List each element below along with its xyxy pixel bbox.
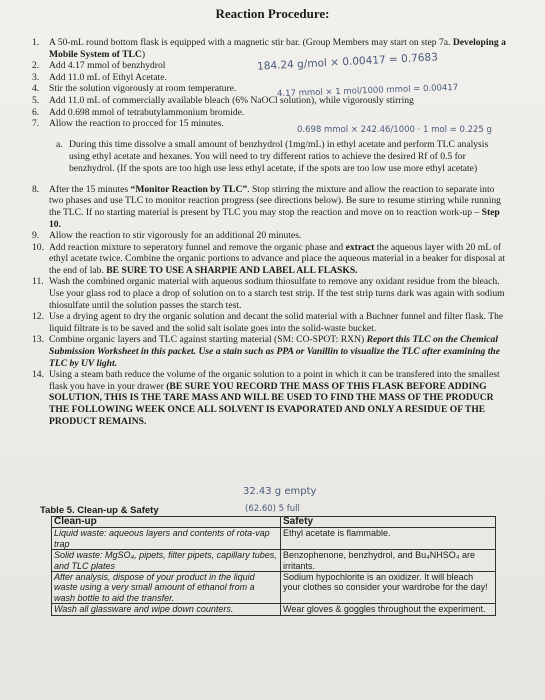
table-row — [52, 604, 496, 615]
step-bold: (BE SURE YOU RECORD THE MASS OF THIS FLASK BEFORE ADDING SOLUTION, THIS IS THE TARE MASS AND WILL BE USED TO FIND THE MASS OF THE PRODUCR THE FOLLOWING WEEK ONCE ALL SOLVENT IS EVAPORATED AND ONLY A RESIDUE OF THE PRODUCT REMAINS. — [49, 380, 494, 427]
step-text: Allow the reaction to stir vigorously for an additional 20 minutes. — [49, 230, 302, 242]
step-7a — [16, 139, 508, 174]
cleanup-cell: After analysis, dispose of your product in the liquid waste using a very small amount of ethanol from a wash bottle to aid the transfer. — [52, 572, 281, 604]
table-row — [52, 550, 496, 572]
step-8 — [16, 184, 508, 230]
step-text: After the 15 minutes — [49, 183, 131, 195]
step-text: Combine organic layers and TLC against starting material (SM: CO-SPOT: RXN) — [49, 334, 367, 346]
table-row — [52, 572, 496, 604]
table-row — [52, 528, 496, 550]
step-bold: Developing a Mobile System of TLC — [49, 37, 506, 60]
step-text: Wash the combined organic material with aqueous sodium thiosulfate to remove any oxidant residue from the bleach. Use your glass rod to place a drop of solution on to a starch test strip. If the test strip turns dark was again with sodium thiosulfate until the solution passes the starch test. — [49, 276, 505, 311]
step-3 — [16, 72, 508, 84]
step-11 — [16, 276, 508, 311]
cleanup-cell: Wash all glassware and wipe down counters. — [52, 604, 281, 615]
step-number: 9. — [32, 230, 40, 242]
step-number: a. — [56, 139, 63, 151]
step-text: Use a drying agent to dry the organic solution and decant the solid material with a Buchner funnel and filter flask. The liquid filtrate is to be saved and the solid salt isolate goes into the solid-waste bucket. — [49, 311, 504, 334]
page-title: Reaction Procedure: — [215, 6, 330, 21]
step-text: Add 11.0 mL of commercially available bleach (6% NaOCl solution), while vigorously stirring — [49, 94, 414, 106]
step-text: Add reaction mixture to seperatory funnel and remove the organic phase and — [49, 241, 346, 253]
step-text: ) — [141, 48, 146, 60]
step-number: 1. — [32, 37, 40, 48]
handwritten-note-moles: 4.17 mmol × 1 mol/1000 mmol = 0.00417 — [276, 82, 459, 100]
step-12 — [16, 311, 508, 334]
handwritten-note-mass: 184.24 g/mol × 0.00417 = 0.7683 — [256, 51, 439, 73]
safety-cell: Benzophenone, benzhydrol, and Bu₄NHSO₄ are irritants. — [281, 550, 496, 572]
step-bold: extract — [345, 241, 375, 253]
step-text: Stir the solution vigorously at room temperature. — [49, 83, 237, 95]
step-number: 14. — [32, 369, 44, 381]
step-6 — [16, 107, 508, 119]
procedure-steps — [16, 37, 508, 427]
step-number: 11. — [32, 276, 44, 288]
step-text: A 50-mL round bottom flask is equipped with a magnetic stir bar. (Group Members may start on step 7a. — [49, 37, 453, 48]
handwritten-note-full-flask: (62.60) 5 full — [245, 504, 300, 514]
step-text: the aqueous layer with 20 mL of ethyl acetate twice. Combine the organic portions to advance and place the aqueous material in a beaker for disposal at the end of lab. — [49, 241, 505, 276]
step-text: Add 0.698 mmol of tetrabutylammonium bromide. — [49, 106, 245, 118]
step-bold: BE SURE TO USE A SHARPIE AND LABEL ALL FLASKS. — [106, 264, 358, 276]
step-number: 5. — [32, 94, 40, 106]
step-number: 8. — [32, 183, 40, 195]
cleanup-safety-table — [51, 516, 496, 616]
step-9 — [16, 230, 508, 242]
safety-cell: Wear gloves & goggles throughout the experiment. — [281, 604, 496, 615]
step-bold-italic: Report this TLC on the Chemical Submission Worksheet in this packet. Use a stain such as PPA or Vanillin to visualize the TLC after examining the TLC by UV light. — [49, 334, 500, 369]
step-text: During this time dissolve a small amount of benzhydrol (1mg/mL) in ethyl acetate and perform TLC analysis using ethyl acetate and hexanes. You will need to try different ratios to achieve the desired Rf of 0.5 for benzhydrol. (If the spots are too high use less ethyl acetate, if the spots are too low use more ethyl acetate) — [69, 139, 489, 174]
step-14 — [16, 369, 508, 427]
column-header-safety: Safety — [281, 517, 496, 528]
handwritten-note-empty-flask: 32.43 g empty — [243, 486, 317, 497]
step-text: Add 4.17 mmol of benzhydrol — [49, 60, 166, 72]
handwritten-note-tbab: 0.698 mmol × 242.46/1000 · 1 mol = 0.225 g — [297, 125, 492, 135]
step-text: Add 11.0 mL of Ethyl Acetate. — [49, 71, 167, 83]
safety-cell: Ethyl acetate is flammable. — [281, 528, 496, 550]
step-text: Using a steam bath reduce the volume of the organic solution to a point in which it can be transfered into the smallest flask you have in your drawer — [49, 369, 500, 392]
column-header-cleanup: Clean-up — [52, 517, 281, 528]
step-number: 12. — [32, 311, 44, 323]
step-number: 2. — [32, 60, 40, 72]
cleanup-cell: Solid waste: MgSO₄, pipets, filter pipets, capillary tubes, and TLC plates — [52, 550, 281, 572]
step-number: 7. — [32, 118, 40, 130]
step-number: 10. — [32, 241, 44, 253]
step-text: Allow the reaction to procced for 15 minutes. — [49, 118, 224, 130]
table-header-row — [52, 517, 496, 528]
step-bold: “Monitor Reaction by TLC” — [130, 183, 248, 195]
step-13 — [16, 334, 508, 369]
table-caption: Table 5. Clean-up & Safety — [40, 505, 159, 516]
step-number: 13. — [32, 334, 44, 346]
safety-cell: Sodium hypochlorite is an oxidizer. It will bleach your clothes so consider your wardrobe for the day! — [281, 572, 496, 604]
cleanup-cell: Liquid waste: aqueous layers and contents of rota-vap trap — [52, 528, 281, 550]
step-text: . Stop stirring the mixture and allow the reaction to separate into two phases and use TLC to monitor reaction progress (see directions below). Be sure to resume stirring while running the TLC. If no starting material is present by TLC you may stop the reaction and move on to reaction work-up – — [49, 183, 501, 218]
step-number: 6. — [32, 106, 40, 118]
step-10 — [16, 242, 508, 277]
step-number: 3. — [32, 71, 40, 83]
step-bold: Step 10. — [49, 206, 500, 230]
step-number: 4. — [32, 83, 40, 95]
step-5 — [16, 95, 508, 107]
